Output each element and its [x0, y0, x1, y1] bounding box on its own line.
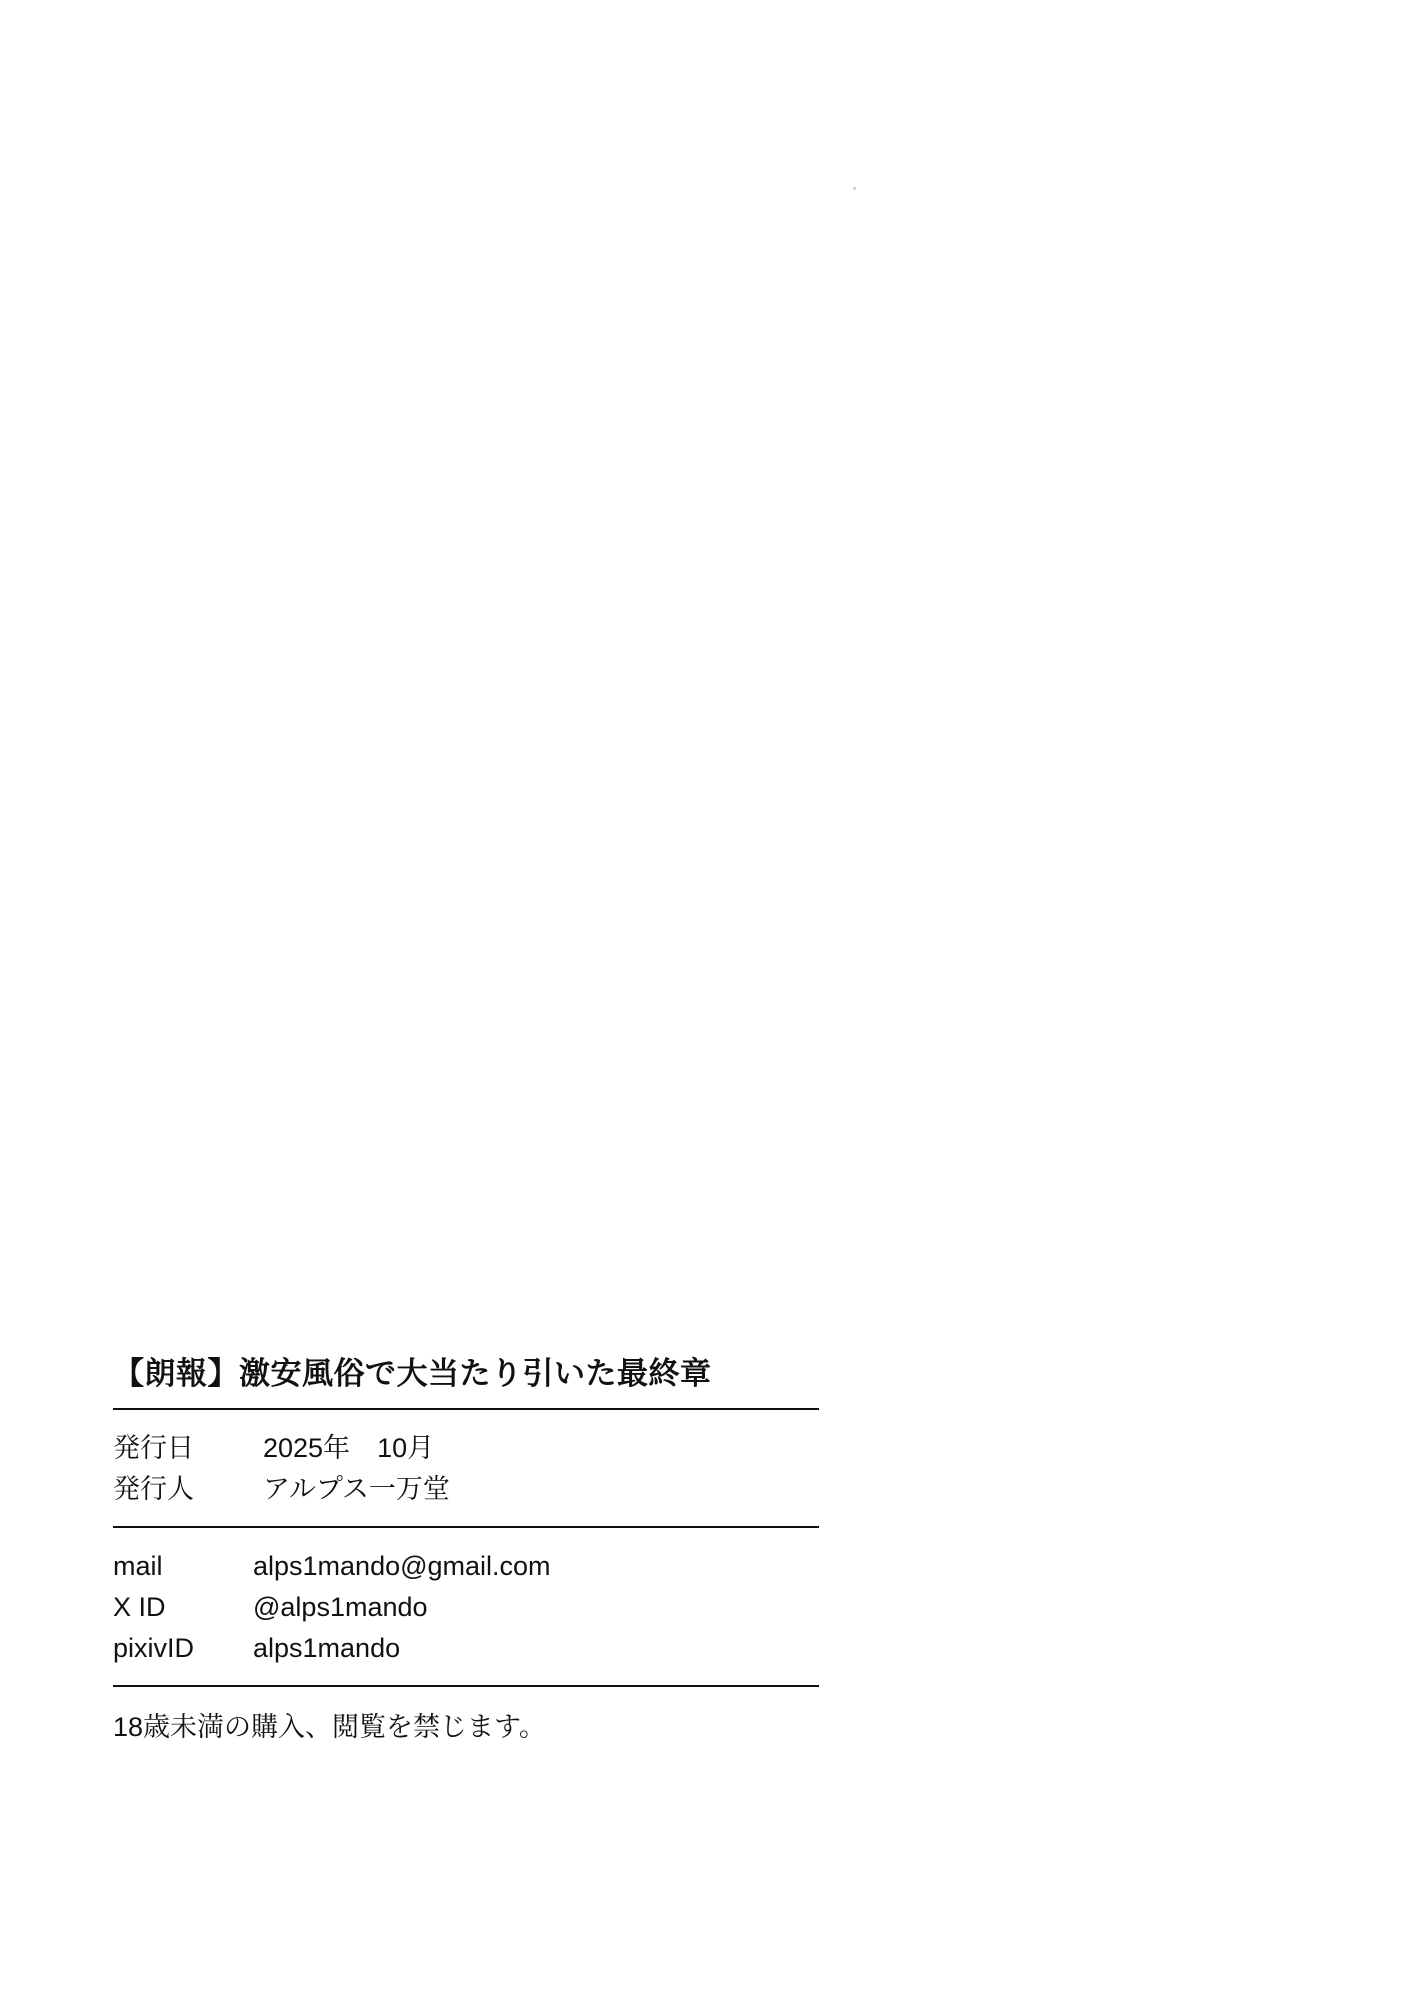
- contact-x-row: [113, 1587, 833, 1628]
- contact-mail-label: mail: [113, 1550, 163, 1581]
- age-restriction-notice: 18歳未満の購入、閲覧を禁じます。: [113, 1711, 546, 1742]
- contact-x-value: @alps1mando: [253, 1591, 428, 1622]
- contact-x-label: X ID: [113, 1591, 166, 1622]
- colophon-block: [113, 1355, 833, 1747]
- scan-speck: [853, 187, 856, 190]
- contact-info: [113, 1528, 833, 1685]
- contact-pixiv-row: [113, 1628, 833, 1669]
- publisher-label: 発行人: [113, 1473, 194, 1504]
- publication-date-value: 2025年 10月: [263, 1432, 435, 1463]
- colophon-title: 【朗報】激安風俗で大当たり引いた最終章: [113, 1356, 712, 1391]
- publication-info: [113, 1410, 833, 1526]
- publication-date-row: [113, 1428, 833, 1469]
- publisher-value: アルプス一万堂: [263, 1473, 450, 1504]
- publisher-row: [113, 1469, 833, 1510]
- contact-mail-row: [113, 1546, 833, 1587]
- contact-mail-value: alps1mando@gmail.com: [253, 1550, 551, 1581]
- contact-pixiv-label: pixivID: [113, 1632, 195, 1663]
- contact-pixiv-value: alps1mando: [253, 1632, 401, 1663]
- publication-date-label: 発行日: [113, 1432, 194, 1463]
